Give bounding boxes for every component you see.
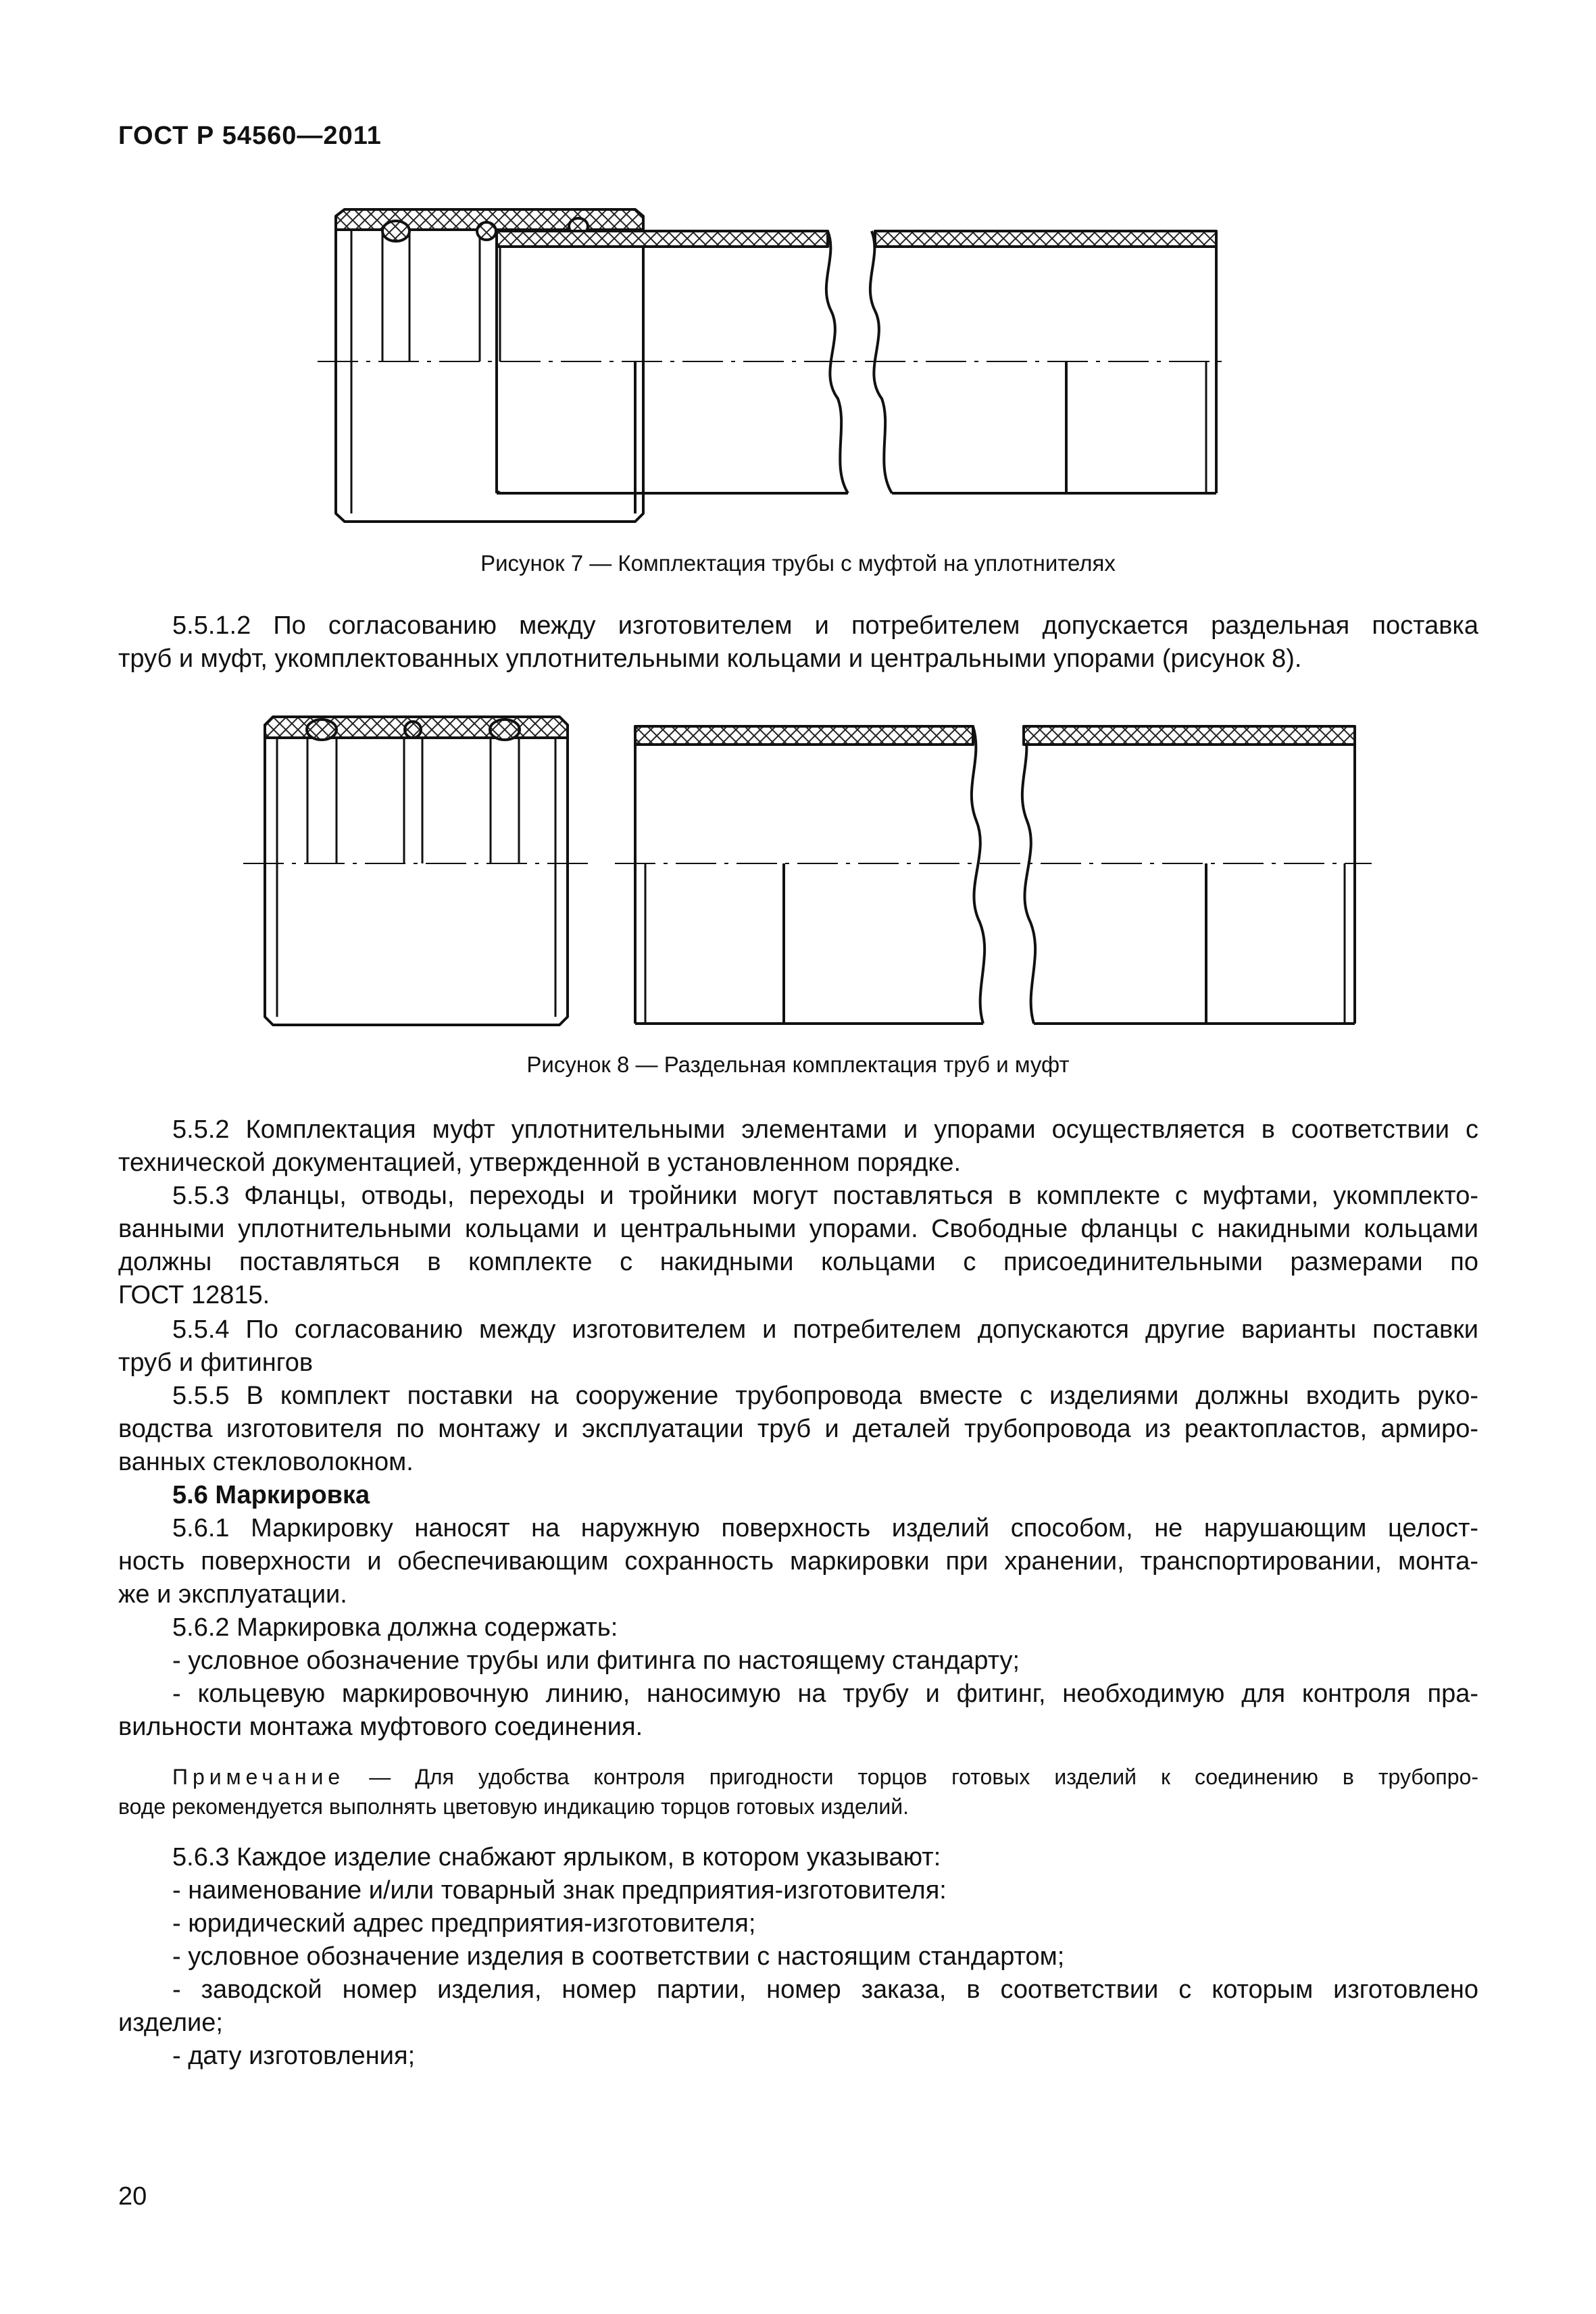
- text-line: 5.6.1 Маркировку наносят на наружную поверхность изделий способом, не нарушающим целост-: [172, 1514, 1478, 1542]
- paragraph-5-6-2: [118, 1611, 1478, 1744]
- figure-8-drawing: [0, 699, 1596, 1037]
- note-text: — Для удобства контроля пригодности торцов готовых изделий к соединению в трубопро-: [345, 1765, 1478, 1789]
- paragraph-5-5-3: [118, 1180, 1478, 1312]
- note-label: Примечание: [172, 1765, 345, 1789]
- figure-7-caption: Рисунок 7 — Комплектация трубы с муфтой на уплотнителях: [480, 551, 1116, 576]
- text-line: 5.5.3 Фланцы, отводы, переходы и тройники могут поставляться в комплекте с муфтами, укомплекто-: [172, 1182, 1478, 1210]
- paragraph-5-6-3: [118, 1841, 1478, 2073]
- text-line: же и эксплуатации.: [118, 1580, 347, 1609]
- text-line: должны поставляться в комплекте с накидными кольцами с присоединительными размерами по: [118, 1248, 1478, 1276]
- text-line: ванных стекловолокном.: [118, 1448, 414, 1476]
- text-line: 5.6.3 Каждое изделие снабжают ярлыком, в котором указывают:: [172, 1843, 941, 1871]
- text-line: ванными уплотнительными кольцами и центральными упорами. Свободные фланцы с накидными кольцами: [118, 1215, 1478, 1243]
- note-line: [118, 1762, 1478, 1792]
- text-line: ГОСТ 12815.: [118, 1281, 270, 1309]
- text-line: 5.5.1.2 По согласованию между изготовителем и потребителем допускается раздельная поставка: [172, 611, 1478, 640]
- paragraph-5-5-5: [118, 1380, 1478, 1479]
- paragraph-5-5-1-2: [118, 609, 1478, 676]
- note-line: воде рекомендуется выполнять цветовую индикацию торцов готовых изделий.: [118, 1794, 909, 1819]
- paragraph-5-6-1: [118, 1512, 1478, 1611]
- text-line: вильности монтажа муфтового соединения.: [118, 1713, 643, 1741]
- text-line: 5.5.2 Комплектация муфт уплотнительными элементами и упорами осуществляется в соответствии с: [172, 1115, 1478, 1144]
- text-line: 5.5.4 По согласованию между изготовителем и потребителем допускаются другие варианты поставки: [172, 1315, 1478, 1344]
- text-line: изделие;: [118, 2009, 223, 2037]
- figure-7-svg: [0, 196, 1596, 534]
- list-item: - дату изготовления;: [172, 2042, 416, 2070]
- list-item: - кольцевую маркировочную линию, наносимую на трубу и фитинг, необходимую для контроля пра-: [172, 1680, 1478, 1708]
- paragraph-5-5-2: [118, 1113, 1478, 1180]
- text-line: технической документацией, утвержденной в установленном порядке.: [118, 1149, 962, 1177]
- text-line: 5.5.5 В комплект поставки на сооружение трубопровода вместе с изделиями должны входить руко-: [172, 1382, 1478, 1410]
- list-item: - условное обозначение изделия в соответствии с настоящим стандартом;: [172, 1942, 1065, 1971]
- figure-8-caption: Рисунок 8 — Раздельная комплектация труб и муфт: [526, 1052, 1070, 1077]
- document-code: ГОСТ Р 54560—2011: [118, 122, 382, 150]
- figure-7-drawing: [0, 196, 1596, 534]
- figure-8-svg: [0, 699, 1596, 1037]
- text-line: ность поверхности и обеспечивающим сохранность маркировки при хранении, транспортировании, монта-: [118, 1547, 1478, 1576]
- section-heading-5-6: [118, 1479, 1478, 1512]
- paragraph-5-5-4: [118, 1313, 1478, 1380]
- page-number: 20: [118, 2182, 147, 2211]
- list-item: - наименование и/или товарный знак предприятия-изготовителя:: [172, 1876, 947, 1905]
- heading-text: 5.6 Маркировка: [172, 1481, 370, 1509]
- text-line: труб и муфт, укомплектованных уплотнительными кольцами и центральными упорами (рисунок 8).: [118, 645, 1302, 673]
- list-item: - юридический адрес предприятия-изготовителя;: [172, 1909, 756, 1938]
- text-line: 5.6.2 Маркировка должна содержать:: [172, 1613, 618, 1642]
- list-item: - заводской номер изделия, номер партии, номер заказа, в соответствии с которым изготовлено: [172, 1976, 1478, 2004]
- list-item: - условное обозначение трубы или фитинга по настоящему стандарту;: [172, 1646, 1020, 1675]
- text-line: водства изготовителя по монтажу и эксплуатации труб и деталей трубопровода из реактопластов, армиро-: [118, 1415, 1478, 1443]
- text-line: труб и фитингов: [118, 1349, 314, 1377]
- note-block: [118, 1762, 1478, 1821]
